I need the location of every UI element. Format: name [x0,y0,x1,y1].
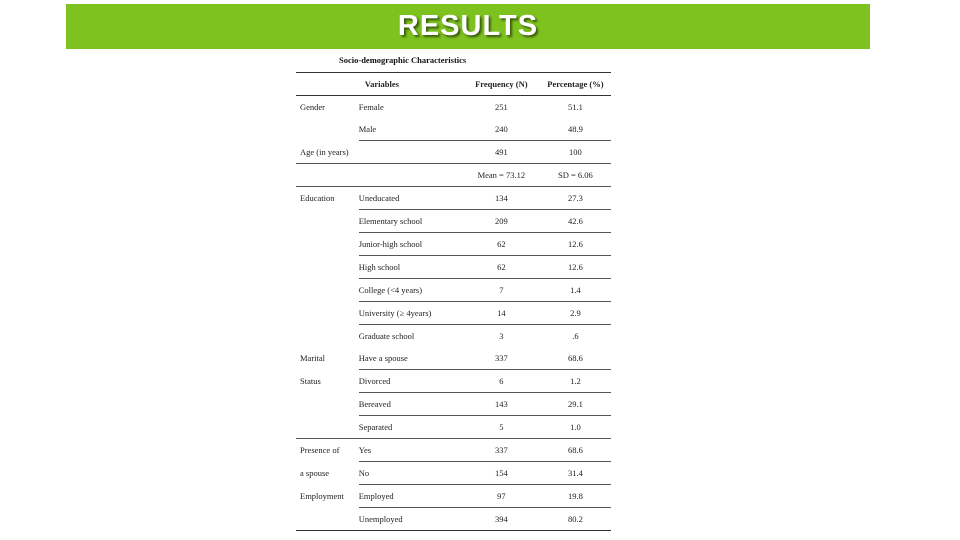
cell-variable [296,164,359,187]
cell-percentage: 68.6 [540,347,611,370]
cell-variable [296,233,359,256]
cell-frequency: 62 [463,256,540,279]
cell-category: Graduate school [358,331,415,341]
table-row [296,347,611,370]
cell-frequency: 62 [463,233,540,256]
cell-percentage: 27.3 [540,187,611,210]
cell-category: Employed [359,485,463,508]
cell-frequency: 209 [463,210,540,233]
cell-frequency: 154 [463,462,540,485]
cell-variable: Gender [300,102,326,112]
table-row [296,118,611,141]
cell-percentage: 42.6 [540,210,611,233]
cell-variable [296,210,359,233]
cell-category: Unemployed [359,508,463,531]
cell-frequency: 337 [463,347,540,370]
cell-percentage: 29.1 [540,393,611,416]
cell-category: College (<4 years) [359,279,463,302]
header-percentage: Percentage (%) [540,73,611,96]
demographics-table [296,72,611,531]
cell-category: Female [358,102,384,112]
cell-category: University (≥ 4years) [359,302,463,325]
table-row [296,416,611,439]
cell-category: Have a spouse [359,347,463,370]
cell-frequency: 491 [463,141,540,164]
cell-variable [296,302,359,325]
header-variables-spacer [296,73,359,96]
cell-frequency: 14 [463,302,540,325]
table-row [296,141,611,164]
cell-percentage: 12.6 [540,256,611,279]
cell-percentage: 19.8 [540,485,611,508]
cell-category: Separated [359,416,463,439]
table-image [281,49,624,529]
cell-category: Bereaved [359,393,463,416]
cell-category: Elementary school [359,210,463,233]
table-body [296,96,611,531]
cell-percentage: 1.0 [540,416,611,439]
table-row [296,393,611,416]
cell-category [359,164,463,187]
table-row [296,485,611,508]
cell-frequency: 251 [494,102,508,112]
table-row [296,187,611,210]
cell-category: Male [359,118,463,141]
table-caption: Socio-demographic Characteristics [339,55,467,65]
cell-variable: Presence of [300,445,340,456]
cell-percentage: 80.2 [540,508,611,531]
cell-frequency: 337 [463,439,540,462]
cell-frequency: 7 [463,279,540,302]
cell-percentage: 2.9 [540,302,611,325]
header-frequency: Frequency (N) [463,73,540,96]
cell-percentage: 51.1 [567,102,583,112]
cell-variable: Employment [300,491,344,501]
cell-frequency: 394 [463,508,540,531]
table-row [296,325,611,348]
cell-category: Yes [359,439,463,462]
cell-variable [296,325,359,348]
cell-category: High school [359,256,463,279]
cell-variable: Age (in years) [296,141,359,164]
cell-variable: a spouse [300,468,330,478]
table-row [296,256,611,279]
cell-category [359,141,463,164]
slide-title: RESULTS [397,10,539,42]
cell-percentage: 48.9 [540,118,611,141]
cell-percentage: 1.4 [540,279,611,302]
cell-frequency: 143 [463,393,540,416]
cell-category: Junior-high school [359,233,463,256]
cell-frequency: Mean = 73.12 [463,164,540,187]
cell-variable [296,256,359,279]
table-row [296,439,611,462]
header-variables: Variables [359,73,463,96]
cell-frequency: 134 [463,187,540,210]
cell-category: No [359,462,463,485]
table-row [296,233,611,256]
title-banner [66,4,870,49]
cell-variable [296,118,359,141]
cell-variable [296,508,359,531]
cell-frequency: 5 [463,416,540,439]
table-row [296,370,611,393]
cell-variable: Education [300,193,335,204]
cell-percentage: 12.6 [540,233,611,256]
cell-frequency: 240 [463,118,540,141]
table-row [296,96,611,119]
cell-percentage: SD = 6.06 [540,164,611,187]
cell-percentage: 31.4 [540,462,611,485]
cell-percentage: 68.6 [540,439,611,462]
table-row [296,279,611,302]
cell-variable: Status [300,376,321,386]
table-row [296,210,611,233]
table-header-row [296,73,611,96]
cell-frequency: 97 [463,485,540,508]
table-row [296,302,611,325]
cell-variable [296,279,359,302]
table-row [296,508,611,531]
cell-frequency: 6 [463,370,540,393]
cell-variable [296,416,359,439]
table-row [296,164,611,187]
cell-variable [296,393,359,416]
cell-percentage: 1.2 [540,370,611,393]
cell-category: Uneducated [359,187,463,210]
cell-category: Divorced [359,370,463,393]
cell-percentage: .6 [572,331,579,341]
cell-variable: Marital [300,353,326,364]
cell-frequency: 3 [499,331,504,341]
table-row [296,462,611,485]
cell-percentage: 100 [540,141,611,164]
